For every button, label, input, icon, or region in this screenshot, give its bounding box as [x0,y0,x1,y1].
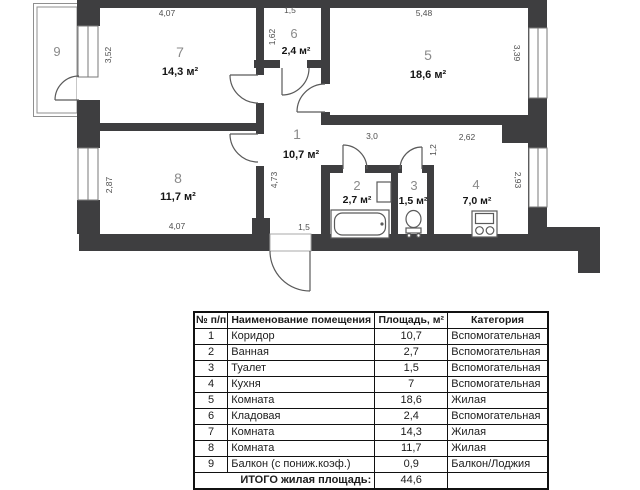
room-9-number: 9 [53,44,61,59]
room-2-number: 2 [353,178,361,193]
table-cell: Вспомогательная [448,345,548,361]
column-header-index: № п/п [194,312,228,329]
door-openings [77,75,330,251]
table-cell: Туалет [228,361,375,377]
dimension-label: 4,07 [168,221,186,231]
column-header-area: Площадь, м² [375,312,448,329]
table-cell: 10,7 [375,329,448,345]
area-table [193,311,549,490]
dimension-label: 1,5 [284,5,296,15]
room-6-area: 2,4 м² [281,45,311,57]
table-cell: Комната [228,393,375,409]
table-cell: Балкон/Лоджия [448,457,548,473]
total-category-empty [448,473,548,490]
table-cell: Вспомогательная [448,361,548,377]
room-4-number: 4 [472,177,480,192]
room-5-area: 18,6 м² [409,69,447,81]
table-row [194,361,548,377]
room-7-number: 7 [176,44,184,60]
table-cell: 3 [194,361,228,377]
dimension-label: 4,07 [158,8,176,18]
table-cell: Вспомогательная [448,409,548,425]
table-cell: Жилая [448,441,548,457]
room-3-area: 1,5 м² [398,195,428,207]
room-4-area: 7,0 м² [462,195,492,207]
room6-door-icon [282,68,309,95]
dimension-label: 4,73 [269,171,279,189]
room-1-area: 10,7 м² [282,149,320,161]
table-cell: Ванная [228,345,375,361]
dimension-label: 1,2 [428,144,438,156]
table-cell: 2,7 [375,345,448,361]
total-label: ИТОГО жилая площадь: [194,473,375,490]
table-cell: 18,6 [375,393,448,409]
room-6-number: 6 [290,26,298,41]
table-row [194,425,548,441]
table-cell: Коридор [228,329,375,345]
room-3-number: 3 [410,178,418,193]
room8-door-icon [230,134,258,162]
room-8-number: 8 [174,170,182,186]
table-cell: Комната [228,441,375,457]
table-row [194,457,548,473]
dimension-label: 1,5 [298,222,310,232]
table-cell: 2,4 [375,409,448,425]
table-cell: 6 [194,409,228,425]
total-value: 44,6 [375,473,448,490]
dimension-label: 3,0 [366,131,378,141]
dimension-label: 5,48 [415,8,433,18]
table-row [194,409,548,425]
room5-door-icon [297,84,325,112]
room7-door-icon [230,75,258,103]
dimension-label: 3,52 [103,46,113,64]
table-header-row [194,312,548,329]
table-cell: Жилая [448,425,548,441]
table-footer-row [194,473,548,490]
column-header-name: Наименование помещения [228,312,375,329]
table-row [194,441,548,457]
table-cell: 1 [194,329,228,345]
dimension-label: 3,39 [512,44,522,62]
bathroom-door-icon [343,145,367,169]
room-7-area: 14,3 м² [161,66,199,78]
toilet-icon [406,211,421,238]
table-row [194,345,548,361]
table-cell: 9 [194,457,228,473]
table-cell: 0,9 [375,457,448,473]
balcony-door-icon [55,76,79,100]
table-cell: 7 [375,377,448,393]
room-5-number: 5 [424,47,432,63]
table-row [194,377,548,393]
sink-icon [377,182,391,202]
room-1-number: 1 [293,126,301,142]
table-row [194,393,548,409]
table-cell: Комната [228,425,375,441]
table-cell: 14,3 [375,425,448,441]
entrance-door-icon [270,251,310,291]
table-cell: 1,5 [375,361,448,377]
table-cell: Кухня [228,377,375,393]
dimension-label: 2,93 [513,171,523,189]
table-cell: Вспомогательная [448,377,548,393]
room-8-area: 11,7 м² [160,191,196,203]
table-cell: 5 [194,393,228,409]
table-cell: 2 [194,345,228,361]
stove-icon [472,211,497,237]
table-cell: Кладовая [228,409,375,425]
table-cell: Жилая [448,393,548,409]
column-header-category: Категория [448,312,548,329]
dimension-label: 2,62 [458,132,476,142]
toilet-door-icon [400,147,422,169]
table-row [194,329,548,345]
table-cell: 7 [194,425,228,441]
dimension-label: 2,87 [104,176,114,194]
table-cell: 8 [194,441,228,457]
dimension-label: 1,62 [267,28,277,46]
table-cell: 4 [194,377,228,393]
table-cell: Балкон (с пониж.коэф.) [228,457,375,473]
area-table-body [194,329,548,473]
table-cell: Вспомогательная [448,329,548,345]
room-2-area: 2,7 м² [342,194,372,206]
table-cell: 11,7 [375,441,448,457]
bathtub-icon [331,210,389,238]
